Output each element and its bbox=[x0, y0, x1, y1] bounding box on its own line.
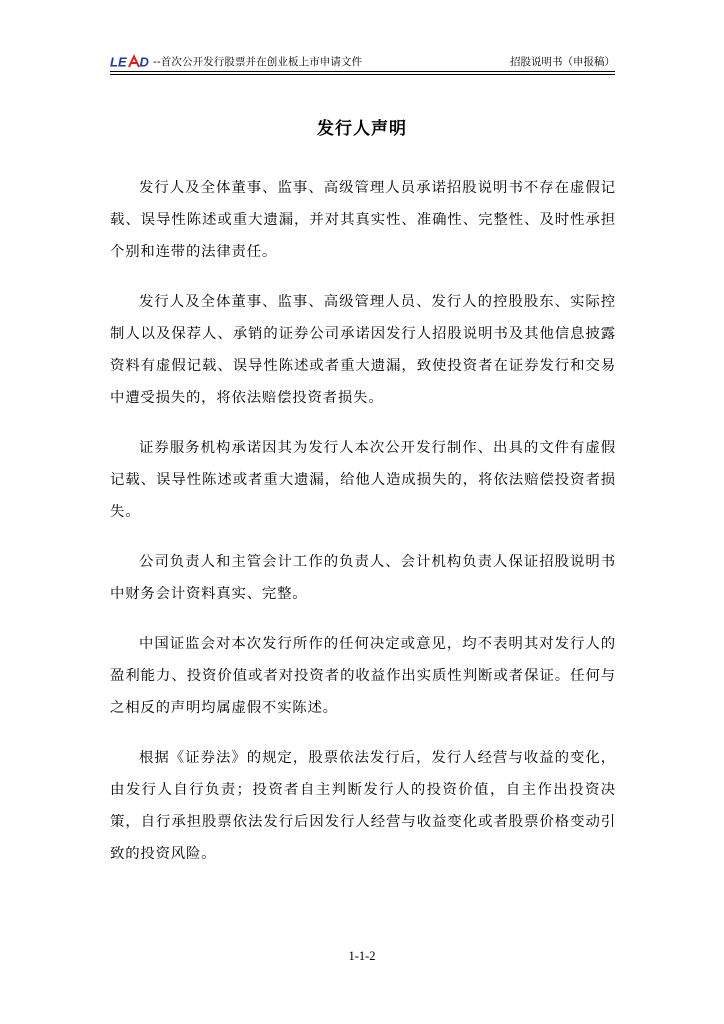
paragraph-3: 证券服务机构承诺因其为发行人本次公开发行制作、出具的文件有虚假记载、误导性陈述或者重大遗漏，给他人造成损失的，将依法赔偿投资者损失。 bbox=[110, 440, 616, 520]
declaration-body bbox=[110, 172, 616, 888]
svg-text:LE: LE bbox=[110, 54, 127, 70]
paragraph-2: 发行人及全体董事、监事、高级管理人员、发行人的控股股东、实际控制人以及保荐人、承销的证券公司承诺因发行人招股说明书及其他信息披露资料有虚假记载、误导性陈述或者重大遗漏，致使投资者在证券发行和交易中遭受损失的，将依法赔偿投资者损失。 bbox=[110, 294, 616, 406]
page-title: 发行人声明 bbox=[317, 119, 407, 139]
paragraph-1: 发行人及全体董事、监事、高级管理人员承诺招股说明书不存在虚假记载、误导性陈述或重大遗漏，并对其真实性、准确性、完整性、及时性承担个别和连带的法律责任。 bbox=[110, 180, 616, 260]
svg-text:D: D bbox=[139, 54, 149, 70]
header-rule-thin bbox=[110, 74, 615, 75]
header-document-type: 招股说明书（申报稿） bbox=[510, 56, 615, 68]
header-document-title: --首次公开发行股票并在创业板上市申请文件 bbox=[153, 56, 363, 68]
header-rule bbox=[110, 71, 615, 72]
paragraph-6: 根据《证券法》的规定，股票依法发行后，发行人经营与收益的变化，由发行人自行负责；投资者自主判断发行人的投资价值，自主作出投资决策，自行承担股票依法发行后因发行人经营与收益变化或者股票价格变动引致的投资风险。 bbox=[110, 750, 616, 862]
page-header bbox=[110, 54, 615, 74]
paragraph-4: 公司负责人和主管会计工作的负责人、会计机构负责人保证招股说明书中财务会计资料真实、完整。 bbox=[110, 554, 616, 602]
page-number: 1-1-2 bbox=[348, 949, 376, 963]
paragraph-5: 中国证监会对本次发行所作的任何决定或意见，均不表明其对发行人的盈利能力、投资价值或者对投资者的收益作出实质性判断或者保证。任何与之相反的声明均属虚假不实陈述。 bbox=[110, 636, 616, 716]
lead-logo bbox=[110, 54, 152, 70]
